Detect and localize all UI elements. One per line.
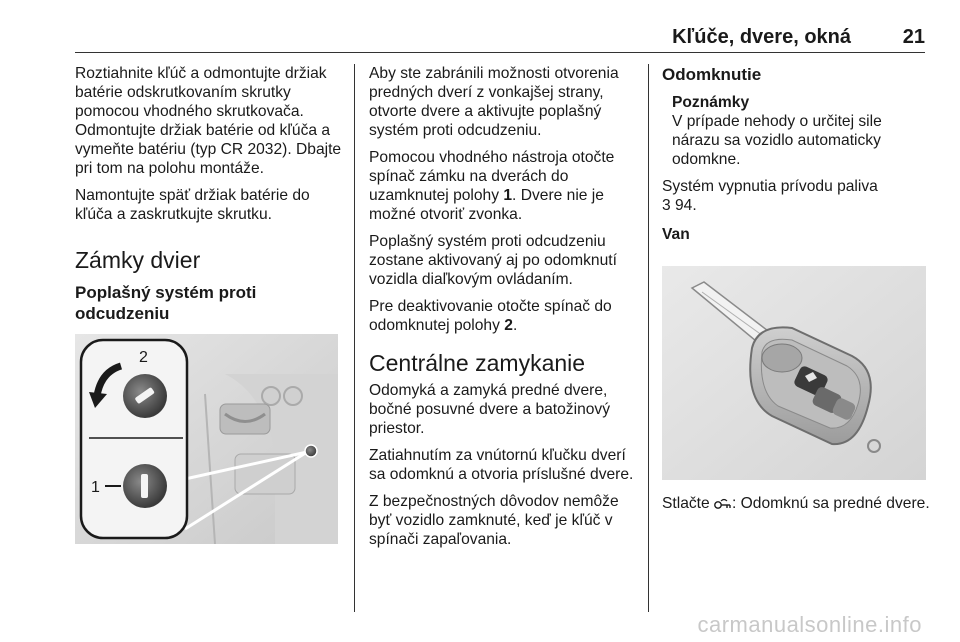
section-heading: Odomknutie: [662, 65, 762, 84]
text-run: Systém vypnutia prívodu paliva: [662, 178, 878, 195]
text-run: . Dvere nie je možné otvoriť zvonka.: [369, 187, 604, 223]
paragraph: Zatiahnutím za vnútornú kľučku dverí sa odomknú a otvoria príslušné dvere.: [369, 447, 634, 483]
text-run: .: [512, 317, 518, 334]
subsection-heading: Van: [662, 226, 690, 243]
paragraph: Poplašný systém proti odcudzeniu zostane aktivovaný aj po odomknutí vozidla diaľkovým ovládaním.: [369, 233, 617, 288]
caption: [662, 494, 930, 513]
paragraph: [662, 177, 930, 215]
position-1-label: 1: [91, 479, 100, 496]
section-heading: Zámky dvier: [75, 247, 201, 273]
page-reference: 3 94.: [662, 197, 697, 214]
paragraph: Odomyká a zamyká predné dvere, bočné posuvné dvere a batožinový priestor.: [369, 382, 611, 437]
text-run: Pomocou vhodného nástroja otočte spínač zámku na dverách do uzamknutej polohy: [369, 149, 615, 204]
unlock-key-icon: [714, 497, 732, 511]
text-run: Pre deaktivovanie otočte spínač do odomknutej polohy: [369, 298, 612, 334]
column-divider: [648, 64, 649, 612]
position-2-label: 2: [139, 349, 148, 366]
page-number: 21: [902, 26, 925, 48]
note-box: [672, 93, 930, 169]
paragraph: [369, 297, 639, 335]
page-header: [75, 26, 925, 48]
paragraph: Roztiahnite kľúč a odmontujte držiak batérie odskrutkovaním skrutky pomocou vhodného skrutkovača. Odmontujte držiak batérie od kľúča a vymeňte batériu (typ CR 2032). Dbajte pri tom na polohu montáže.: [75, 65, 342, 177]
note-text: V prípade nehody o určitej sile nárazu sa vozidlo automaticky odomkne.: [672, 113, 882, 168]
paragraph: Aby ste zabránili možnosti otvorenia predných dverí z vonkajšej strany, otvorte dvere a aktivujte poplašný systém proti odcudzeniu.: [369, 65, 619, 139]
text-run: : Odomknú sa predné dvere.: [732, 495, 930, 512]
column-1: [75, 64, 343, 544]
column-2: [369, 64, 639, 557]
paragraph: Z bezpečnostných dôvodov nemôže byť vozidlo zamknuté, keď je kľúč v spínači zapaľovania.: [369, 493, 619, 548]
column-divider: [354, 64, 355, 612]
position-ref: 1: [503, 187, 513, 204]
column-3: [662, 64, 930, 521]
text-run: Stlačte: [662, 495, 715, 512]
position-ref: 2: [504, 317, 513, 334]
section-heading: Centrálne zamykanie: [369, 350, 586, 376]
header-title: Kľúče, dvere, okná: [672, 26, 851, 48]
door-lock-illustration: [75, 334, 338, 544]
subsection-heading: Poplašný systém proti odcudzeniu: [75, 283, 257, 323]
paragraph: [369, 148, 639, 224]
key-fob-illustration: [662, 266, 926, 480]
note-title: Poznámky: [672, 94, 750, 111]
paragraph: Namontujte späť držiak batérie do kľúča a zaskrutkujte skrutku.: [75, 187, 310, 223]
header-rule: [75, 52, 925, 53]
watermark: carmanualsonline.info: [697, 612, 922, 637]
